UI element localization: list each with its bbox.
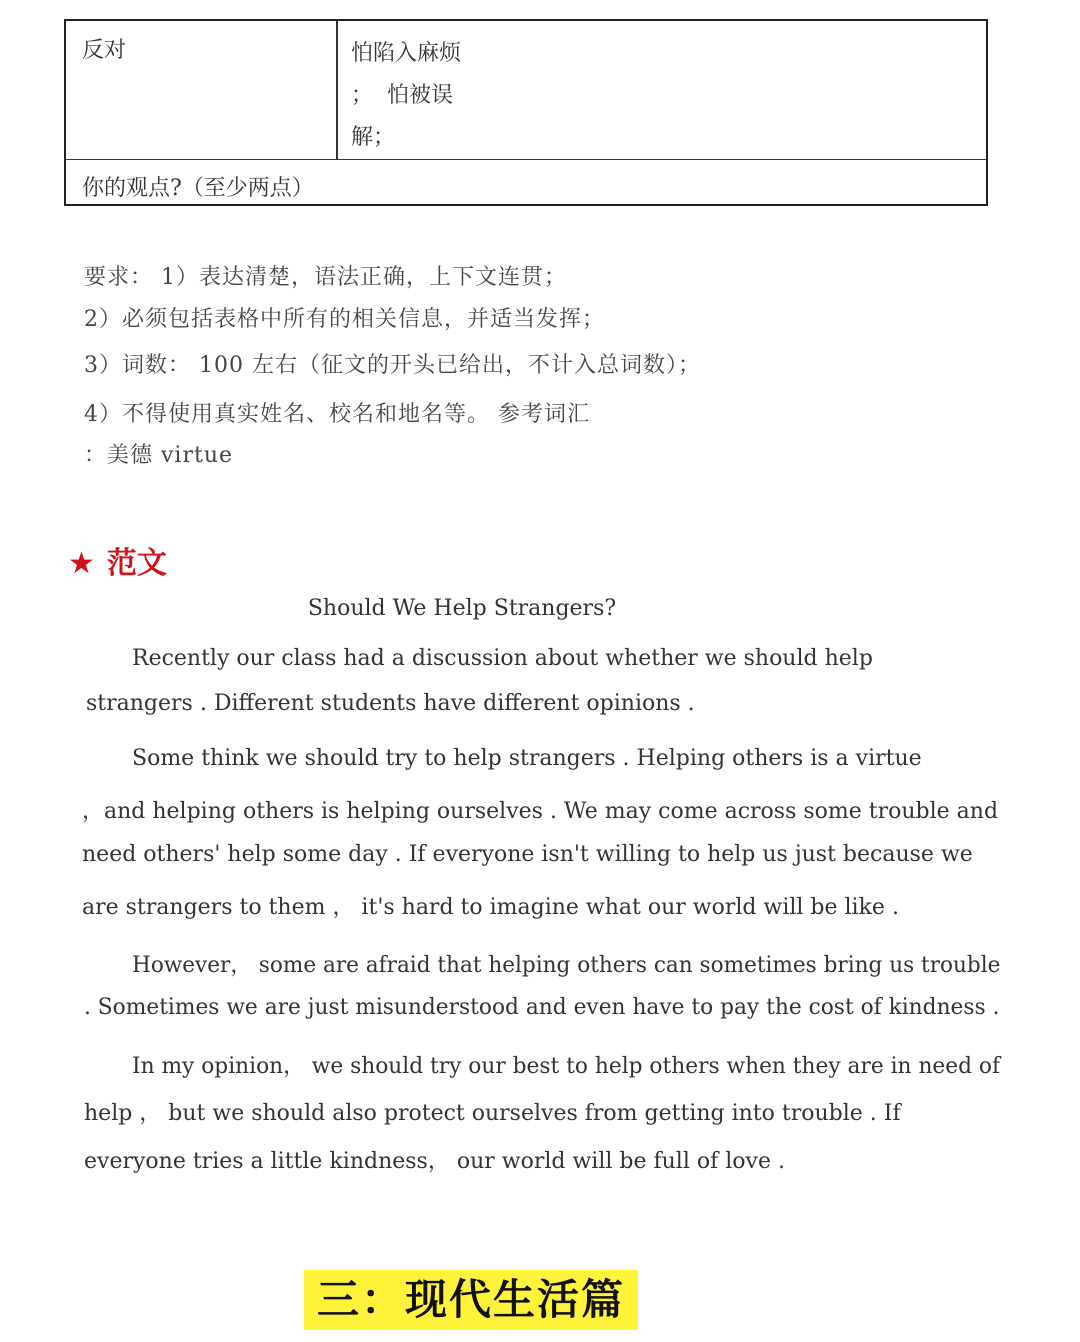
reason-line: 解；: [351, 125, 396, 150]
essay-line: are strangers to them ， it's hard to imagine what our world will be like .: [82, 895, 899, 920]
cell-reasons: [351, 33, 461, 159]
essay-line: everyone tries a little kindness， our world will be full of love .: [84, 1149, 785, 1174]
essay-line: ，and helping others is helping ourselves . We may come across some trouble and: [82, 799, 999, 824]
essay-line: In my opinion， we should try our best to help others when they are in need of: [132, 1054, 1001, 1079]
opinion-table: [64, 19, 988, 206]
requirement-line: 3）词数： 100 左右（征文的开头已给出，不计入总词数）；: [84, 353, 701, 378]
cell-your-opinion: 你的观点?（至少两点）: [82, 176, 314, 201]
heading-text: 范文: [106, 546, 167, 581]
reason-line: 怕陷入麻烦: [351, 41, 462, 66]
requirement-line: 4）不得使用真实姓名、校名和地名等。 参考词汇: [84, 402, 590, 427]
requirement-line: 要求： 1）表达清楚，语法正确，上下文连贯；: [84, 265, 567, 290]
reason-line: ； 怕被误: [351, 83, 453, 108]
essay-line: strangers . Different students have different opinions .: [86, 691, 695, 716]
essay-title: Should We Help Strangers?: [307, 596, 617, 621]
essay-line: . Sometimes we are just misunderstood and even have to pay the cost of kindness .: [84, 995, 1000, 1020]
requirement-line: ：美德 virtue: [84, 443, 234, 468]
essay-line: need others' help some day . If everyone isn't willing to help us just because we: [82, 842, 973, 867]
column-divider: [336, 21, 338, 159]
essay-line: Recently our class had a discussion about whether we should help: [132, 646, 873, 671]
essay-line: help ， but we should also protect ourselves from getting into trouble . If: [84, 1101, 901, 1126]
requirement-line: 2）必须包括表格中所有的相关信息，并适当发挥；: [84, 307, 605, 332]
section-banner: 三：现代生活篇: [304, 1270, 638, 1330]
star-icon: ★: [68, 546, 95, 581]
sample-essay-heading: [68, 538, 167, 582]
table-row: [66, 21, 986, 160]
cell-oppose: 反对: [82, 38, 127, 63]
essay-line: Some think we should try to help strangers . Helping others is a virtue: [132, 746, 922, 771]
essay-line: However， some are afraid that helping others can sometimes bring us trouble: [132, 953, 1001, 978]
